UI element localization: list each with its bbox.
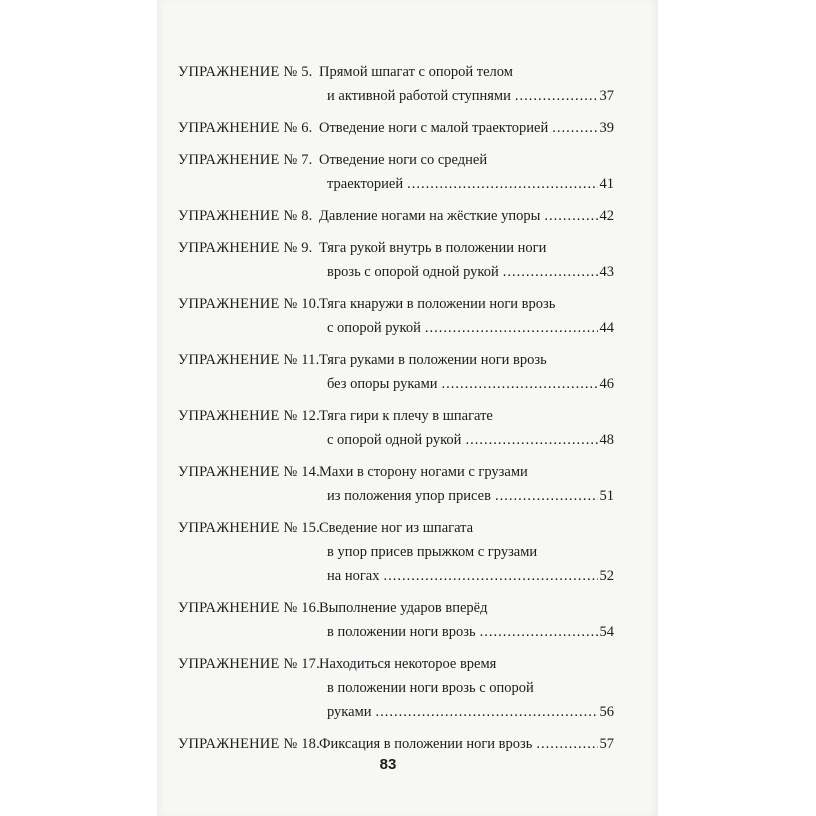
toc-page-number: 44 [599, 320, 614, 336]
toc-entry-title-line: на ногах [327, 568, 380, 584]
toc-page-number: 52 [599, 568, 614, 584]
toc-entry-title-line: и активной работой ступнями [327, 88, 511, 104]
toc-entry-title-line: Тяга гири к плечу в шпагате [319, 408, 493, 424]
toc-entry-title-line: с опорой рукой [327, 320, 421, 336]
toc-entry-title-line: Выполнение ударов вперёд [319, 600, 488, 616]
toc-entry-label: УПРАЖНЕНИЕ № 9. [178, 240, 313, 256]
toc-entry-title-line: траекторией [327, 176, 404, 192]
toc-entry-last-line [319, 116, 614, 140]
toc-entry-last-line [319, 84, 614, 108]
toc-page-number: 57 [599, 736, 614, 752]
toc-entry-title-line: Сведение ног из шпагата [319, 520, 474, 536]
toc-entry-title [319, 596, 614, 644]
toc-entry [178, 652, 614, 724]
toc-entry-title [319, 348, 614, 396]
toc-entry-last-line [319, 372, 614, 396]
toc-entry-title [319, 292, 614, 340]
toc-page-number: 54 [599, 624, 614, 640]
toc-entry-last-line [319, 564, 614, 588]
toc-entry-title-line: Фиксация в положении ноги врозь [319, 736, 533, 752]
toc-entry-title-line: Отведение ноги с малой траекторией [319, 120, 549, 136]
toc-entry [178, 116, 614, 140]
toc-entry-title [319, 116, 614, 140]
toc-entry-label: УПРАЖНЕНИЕ № 14. [178, 464, 320, 480]
toc-entry-last-line [319, 700, 614, 724]
toc-entry-title [319, 732, 614, 756]
toc-entry-title-line: в упор присев прыжком с грузами [327, 544, 538, 560]
toc-entry [178, 348, 614, 396]
toc-entry-title-line: Прямой шпагат с опорой телом [319, 64, 513, 80]
dot-leader [442, 372, 598, 396]
toc-entry-last-line [319, 620, 614, 644]
toc-entry [178, 60, 614, 108]
toc-entry-title-line: Тяга рукой внутрь в положении ноги [319, 240, 547, 256]
toc-page-number: 43 [599, 264, 614, 280]
toc-entry-label: УПРАЖНЕНИЕ № 17. [178, 656, 320, 672]
toc-entry-label: УПРАЖНЕНИЕ № 7. [178, 152, 313, 168]
dot-leader [515, 84, 598, 108]
toc-entry-last-line [319, 428, 614, 452]
toc-entry-label: УПРАЖНЕНИЕ № 12. [178, 408, 320, 424]
toc-entry-title [319, 204, 614, 228]
toc-entry-last-line [319, 172, 614, 196]
toc-entry-title-line: без опоры руками [327, 376, 438, 392]
page-number: 83 [379, 756, 397, 773]
toc-entry-title-line: руками [327, 704, 372, 720]
toc-entry-label: УПРАЖНЕНИЕ № 8. [178, 208, 313, 224]
dot-leader [536, 732, 597, 756]
toc-page-number: 56 [599, 704, 614, 720]
dot-leader [503, 260, 598, 284]
toc-entry-title-line: Махи в сторону ногами с грузами [319, 464, 528, 480]
toc-entry [178, 404, 614, 452]
toc-entry-last-line [319, 484, 614, 508]
dot-leader [480, 620, 598, 644]
toc-page-number: 51 [599, 488, 614, 504]
toc-page-number: 37 [599, 88, 614, 104]
toc-entry-title [319, 148, 614, 196]
toc-entry [178, 236, 614, 284]
toc-entry-last-line [319, 204, 614, 228]
toc-entry-label: УПРАЖНЕНИЕ № 15. [178, 520, 320, 536]
toc-entry-title [319, 236, 614, 284]
toc-entry-title-line: в положении ноги врозь с опорой [327, 680, 534, 696]
toc-entry [178, 148, 614, 196]
toc-entry [178, 460, 614, 508]
toc-entry-title [319, 652, 614, 724]
dot-leader [376, 700, 598, 724]
dot-leader [425, 316, 598, 340]
toc-entry-label: УПРАЖНЕНИЕ № 11. [178, 352, 320, 368]
toc-entry-title-line: Отведение ноги со средней [319, 152, 488, 168]
toc-entry-last-line [319, 316, 614, 340]
dot-leader [383, 564, 597, 588]
toc-entry-title-line: Находиться некоторое время [319, 656, 497, 672]
dot-leader [552, 116, 597, 140]
toc-entry-title-line: с опорой одной рукой [327, 432, 462, 448]
toc-entry [178, 516, 614, 588]
table-of-contents [178, 60, 614, 764]
toc-entry-label: УПРАЖНЕНИЕ № 6. [178, 120, 313, 136]
toc-page-number: 39 [599, 120, 614, 136]
toc-entry-title-line: из положения упор присев [327, 488, 491, 504]
dot-leader [544, 204, 597, 228]
toc-entry-label: УПРАЖНЕНИЕ № 18. [178, 736, 320, 752]
toc-page-number: 42 [599, 208, 614, 224]
toc-entry-title-line: врозь с опорой одной рукой [327, 264, 499, 280]
toc-entry [178, 204, 614, 228]
toc-entry-title [319, 60, 614, 108]
toc-entry-label: УПРАЖНЕНИЕ № 10. [178, 296, 320, 312]
toc-page-number: 41 [599, 176, 614, 192]
toc-entry-title-line: в положении ноги врозь [327, 624, 476, 640]
toc-entry-last-line [319, 732, 614, 756]
toc-entry-title [319, 516, 614, 588]
toc-entry-title-line: Тяга кнаружи в положении ноги врозь [319, 296, 556, 312]
toc-entry-label: УПРАЖНЕНИЕ № 5. [178, 64, 313, 80]
toc-entry [178, 732, 614, 756]
dot-leader [465, 428, 597, 452]
toc-page-number: 46 [599, 376, 614, 392]
toc-entry-title-line: Тяга руками в положении ноги врозь [319, 352, 547, 368]
toc-entry-last-line [319, 260, 614, 284]
toc-page-number: 48 [599, 432, 614, 448]
toc-entry [178, 596, 614, 644]
dot-leader [407, 172, 597, 196]
toc-entry [178, 292, 614, 340]
toc-entry-title-line: Давление ногами на жёсткие упоры [319, 208, 541, 224]
toc-entry-title [319, 460, 614, 508]
dot-leader [495, 484, 598, 508]
toc-entry-label: УПРАЖНЕНИЕ № 16. [178, 600, 320, 616]
toc-entry-title [319, 404, 614, 452]
